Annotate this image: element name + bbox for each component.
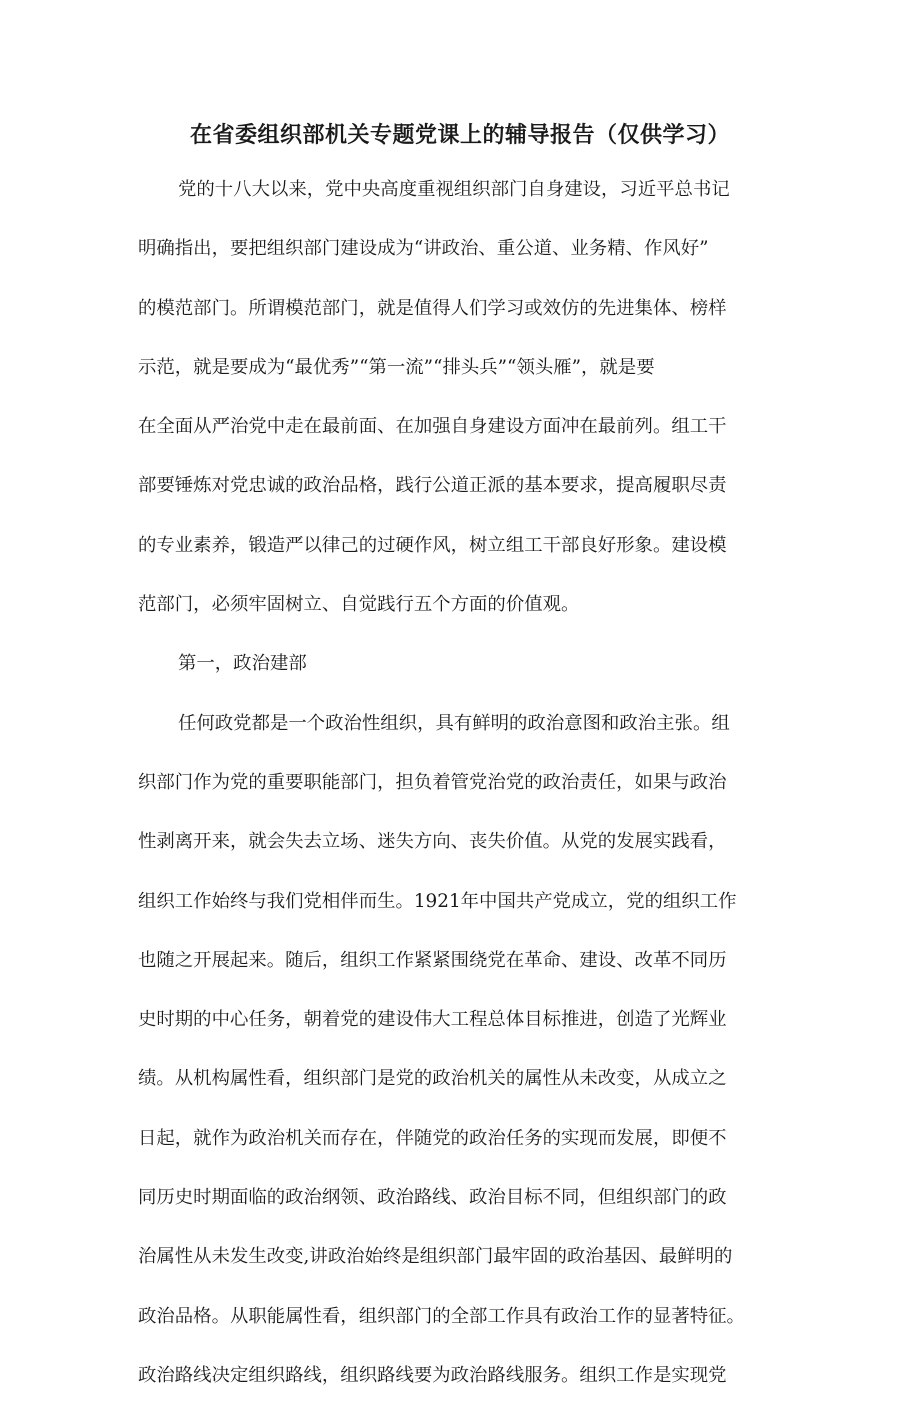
paragraph-line: 范部门，必须牢固树立、自觉践行五个方面的价值观。 bbox=[138, 594, 580, 616]
paragraph-line: 部要锤炼对党忠诚的政治品格，践行公道正派的基本要求，提高履职尽责 bbox=[138, 475, 727, 497]
paragraph-line: 任何政党都是一个政治性组织，具有鲜明的政治意图和政治主张。组 bbox=[178, 712, 730, 734]
paragraph-line: 示范，就是要成为“最优秀”“第一流”“排头兵”“领头雁”，就是要 bbox=[138, 356, 655, 378]
paragraph-line: 性剥离开来，就会失去立场、迷失方向、丧失价值。从党的发展实践看， bbox=[138, 831, 727, 853]
paragraph-line: 在全面从严治党中走在最前面、在加强自身建设方面冲在最前列。组工干 bbox=[138, 416, 727, 438]
paragraph-line: 日起，就作为政治机关而存在，伴随党的政治任务的实现而发展，即便不 bbox=[138, 1127, 727, 1149]
document-title: 在省委组织部机关专题党课上的辅导报告（仅供学习） bbox=[189, 123, 730, 148]
paragraph-line: 政治路线决定组织路线，组织路线要为政治路线服务。组织工作是实现党 bbox=[138, 1364, 727, 1386]
paragraph-line: 同历史时期面临的政治纲领、政治路线、政治目标不同，但组织部门的政 bbox=[138, 1187, 727, 1209]
section-heading: 第一，政治建部 bbox=[178, 653, 307, 675]
paragraph-line: 绩。从机构属性看，组织部门是党的政治机关的属性从未改变，从成立之 bbox=[138, 1068, 727, 1090]
paragraph-line: 明确指出，要把组织部门建设成为“讲政治、重公道、业务精、作风好” bbox=[138, 238, 709, 260]
paragraph-line: 党的十八大以来，党中央高度重视组织部门自身建设，习近平总书记 bbox=[178, 179, 730, 200]
document-body bbox=[138, 160, 798, 1405]
paragraph-line: 的模范部门。所谓模范部门，就是值得人们学习或效仿的先进集体、榜样 bbox=[138, 297, 727, 319]
paragraph-line: 史时期的中心任务，朝着党的建设伟大工程总体目标推进，创造了光辉业 bbox=[138, 1009, 727, 1031]
paragraph-line: 也随之开展起来。随后，组织工作紧紧围绕党在革命、建设、改革不同历 bbox=[138, 949, 727, 971]
paragraph-line: 织部门作为党的重要职能部门，担负着管党治党的政治责任，如果与政治 bbox=[138, 771, 727, 793]
paragraph-line: 组织工作始终与我们党相伴而生。1921年中国共产党成立，党的组织工作 bbox=[138, 890, 737, 912]
paragraph-line: 的专业素养，锻造严以律己的过硬作风，树立组工干部良好形象。建设模 bbox=[138, 534, 727, 556]
paragraph-line: 政治品格。从职能属性看，组织部门的全部工作具有政治工作的显著特征。 bbox=[138, 1305, 745, 1327]
paragraph-line: 治属性从未发生改变,讲政治始终是组织部门最牢固的政治基因、最鲜明的 bbox=[138, 1246, 733, 1268]
